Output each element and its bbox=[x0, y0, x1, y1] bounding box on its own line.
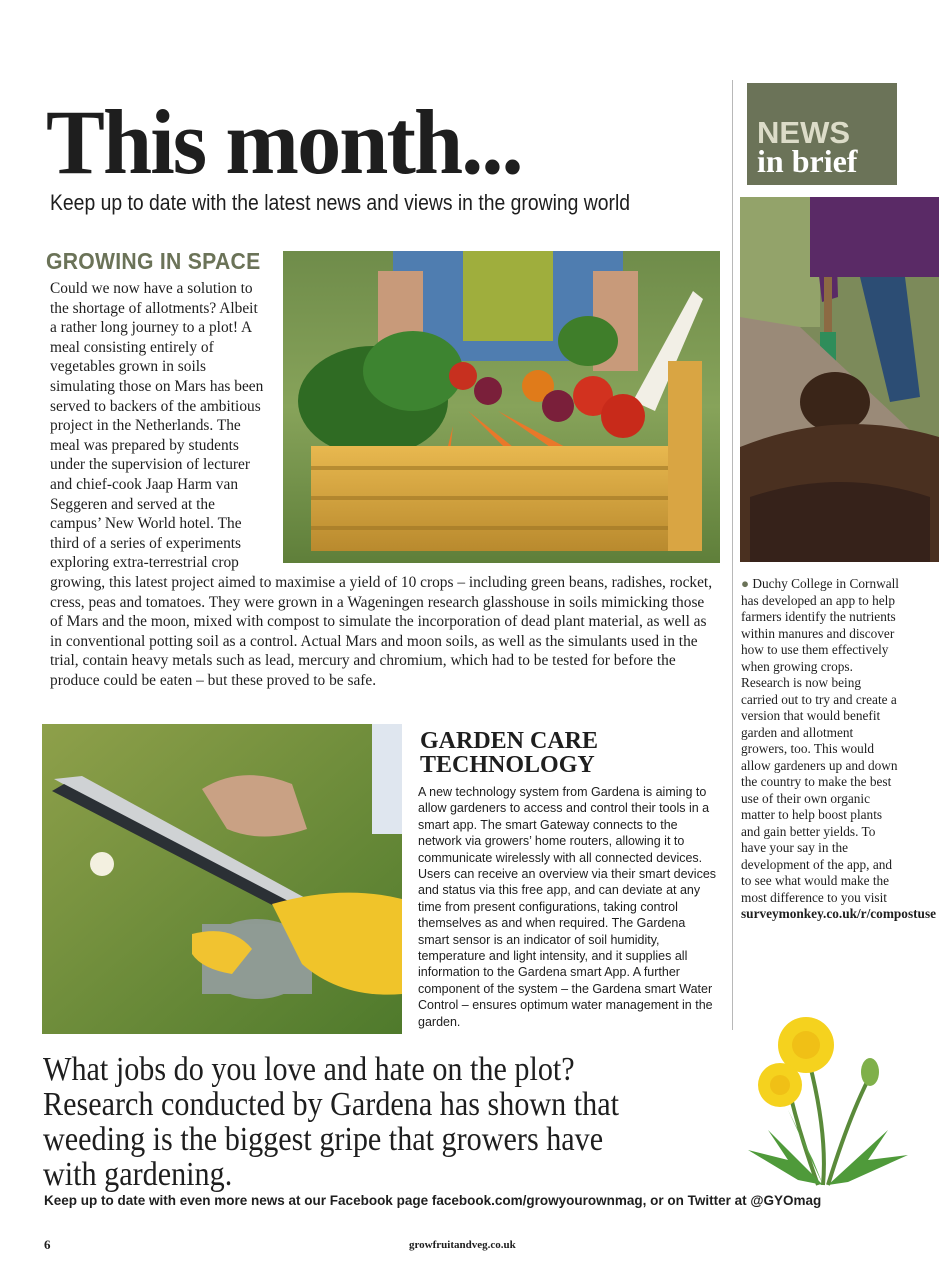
page-title: This month... bbox=[46, 91, 522, 193]
page-number: 6 bbox=[44, 1237, 51, 1252]
garden-care-body: A new technology system from Gardena is aiming to allow gardeners to access and control their tools in a smart app. The smart Gateway connects to the network via growers’ home routers, allowing it to communicate wirelessly with all connected devices. Users can receive an overview via their smart devices and status via this free app, and can deviate at any time from present configurations, taking control themselves as and when required. The Gardena smart sensor is an indicator of soil humidity, temperature and light intensity, and it supplies all information to the Gardena smart App. A further component of the system – the Gardena smart Water Control – ensures optimum water management in the garden. bbox=[418, 785, 717, 1029]
news-brief-article bbox=[741, 576, 937, 923]
page-subtitle: Keep up to date with the latest news and views in the growing world bbox=[50, 190, 631, 215]
news-in-brief-badge bbox=[747, 83, 897, 185]
pull-quote: What jobs do you love and hate on the plot? Research conducted by Gardena has shown that weeding is the biggest gripe that growers have with gardening. bbox=[43, 1051, 620, 1193]
compost-wheelbarrow-image bbox=[740, 197, 939, 562]
survey-link[interactable]: surveymonkey.co.uk/r/compostuse bbox=[741, 906, 937, 921]
dandelion-image bbox=[728, 1010, 918, 1190]
garden-care-heading: GARDEN CARE TECHNOLOGY bbox=[420, 728, 599, 778]
growing-in-space-body: Could we now have a solution to the shortage of allotments? Albeit a rather long journey to a plot! A meal consisting entirely of vegetables grown in soils simulating those on Mars has been served to backers of the ambitious project in the Netherlands. The meal was prepared by students under the supervision of lecturer and chief-cook Jaap Harm van Seggeren and served at the campus’ New World hotel. The third of a series of experiments exploring extra-terrestrial crop growing, this latest project aimed to maximise a yield of 10 crops – including green beans, radishes, rocket, cress, peas and tomatoes. They were grown in a Wageningen research glasshouse in soils mimicking those of Mars and the moon, mixed with compost to simulate the incorporation of dead plant material, as well as in conventional potting soil as a control. Actual Mars and moon soils, as well as the simulants used in the trial, contain heavy metals such as lead, mercury and chromium, which had to be tested for before the produce could be eaten – but these proved to be safe. bbox=[50, 280, 713, 689]
website-url[interactable]: growfruitandveg.co.uk bbox=[409, 1239, 516, 1251]
bullet-icon: ● bbox=[741, 576, 750, 591]
column-divider bbox=[732, 80, 733, 1030]
growing-in-space-heading: GROWING IN SPACE bbox=[46, 248, 261, 274]
social-footer-text: Keep up to date with even more news at our Facebook page facebook.com/growyourownmag, or on Twitter at @GYOmag bbox=[44, 1193, 822, 1208]
news-label: NEWS bbox=[757, 115, 850, 150]
news-brief-body: Duchy College in Cornwall has developed an app to help farmers identify the nutrients within manures and discover how to use them effectively when growing crops. Research is now being carried out to try and create a version that would benefit garden and allotment growers, too. This would allow gardeners up and down the country to make the best use of their own organic matter to help boost plants and gain better yields. To have your say in the development of the app, and to see what would make the most difference to you visit bbox=[741, 576, 899, 905]
vegetable-crate-image bbox=[283, 251, 720, 563]
in-brief-label: in brief bbox=[757, 143, 858, 179]
tablet-garden-image bbox=[42, 724, 402, 1034]
